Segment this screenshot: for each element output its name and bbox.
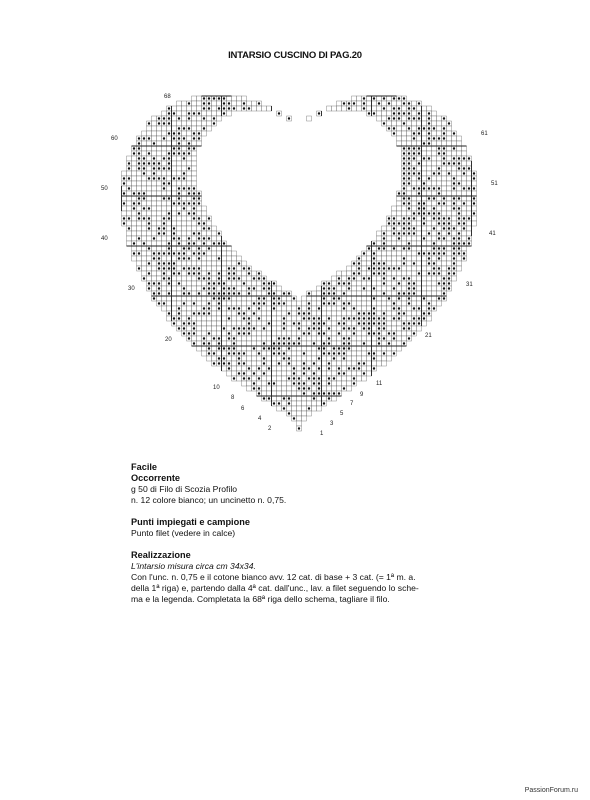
row-number-30: 30 [128,286,135,292]
page-title: INTARSIO CUSCINO DI PAG.20 [228,50,362,61]
materials-line-1: g 50 di Filo di Scozia Profilo [131,484,238,494]
row-number-50: 50 [101,186,108,192]
row-number-51: 51 [491,181,498,187]
row-number-6: 6 [241,406,245,412]
stitches-line-1: Punto filet (vedere in calce) [131,528,236,538]
procedure-line-3: ma e la legenda. Completata la 68ª riga dello schema, tagliare il filo. [131,594,390,604]
row-number-8: 8 [231,395,235,401]
stitches-heading: Punti impiegati e campione [131,517,250,527]
procedure-heading: Realizzazione [131,550,191,560]
row-number-11: 11 [376,381,383,387]
procedure-size-note: L'intarsio misura circa cm 34x34. [131,561,256,571]
row-number-31: 31 [466,282,473,288]
row-number-20: 20 [165,337,172,343]
watermark: PassionForum.ru [524,787,578,794]
row-number-2: 2 [268,426,272,432]
row-number-4: 4 [258,416,262,422]
procedure-line-1: Con l'unc. n. 0,75 e il cotone bianco avv. 12 cat. di base + 3 cat. (= 1ª m. a. [131,572,416,582]
row-number-10: 10 [213,385,220,391]
materials-line-2: n. 12 colore bianco; un uncinetto n. 0,75. [131,495,287,505]
row-number-61: 61 [481,131,488,137]
instructions [131,462,511,605]
row-number-60: 60 [111,136,118,142]
row-number-1: 1 [320,431,324,437]
row-number-68: 68 [164,94,171,100]
row-number-7: 7 [350,401,354,407]
row-number-3: 3 [330,421,334,427]
row-number-40: 40 [101,236,108,242]
row-number-5: 5 [340,411,344,417]
row-number-21: 21 [425,333,432,339]
row-number-9: 9 [360,392,364,398]
procedure-line-2: della 1ª riga) e, partendo dalla 4ª cat. dall'unc., lav. a filet seguendo lo sche- [131,583,419,593]
difficulty-label: Facile [131,462,158,472]
row-number-41: 41 [489,231,496,237]
materials-heading: Occorrente [131,473,181,483]
